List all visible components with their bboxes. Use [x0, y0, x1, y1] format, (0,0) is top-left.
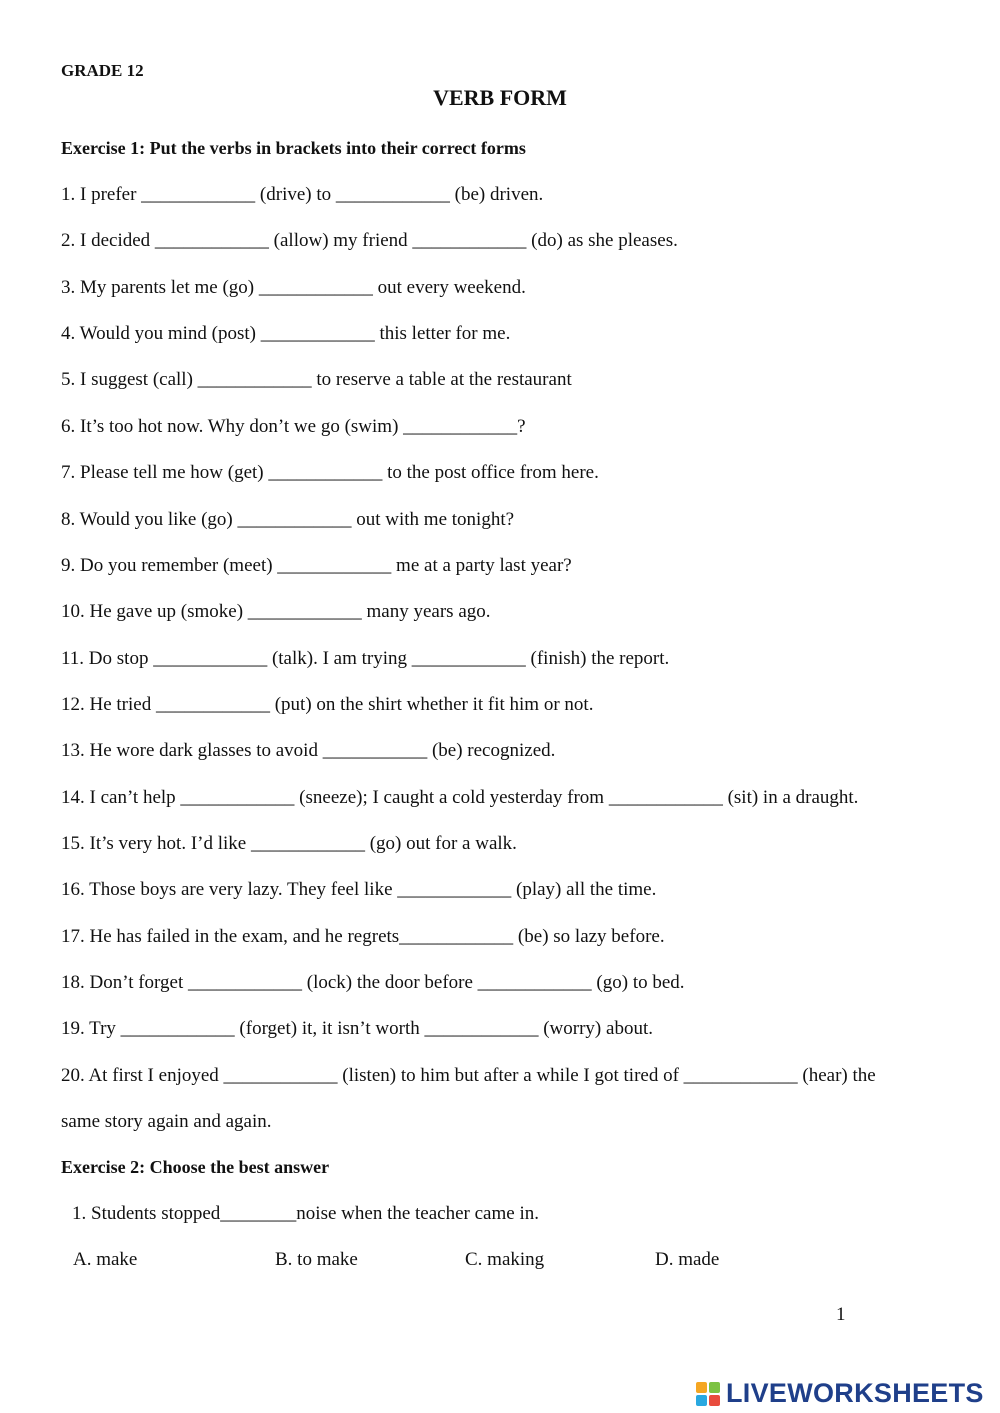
- page-title: VERB FORM: [433, 85, 567, 110]
- logo-square: [709, 1382, 720, 1393]
- exercise-line: 6. It’s too hot now. Why don’t we go (swim) ____________?: [61, 416, 526, 437]
- logo-square: [696, 1382, 707, 1393]
- exercise-line: 11. Do stop ____________ (talk). I am trying ____________ (finish) the report.: [61, 648, 670, 669]
- logo-square: [709, 1395, 720, 1406]
- exercise-line: 17. He has failed in the exam, and he regrets____________ (be) so lazy before.: [61, 926, 665, 947]
- exercise-line: 13. He wore dark glasses to avoid ___________ (be) recognized.: [61, 740, 556, 761]
- exercise-line: 14. I can’t help ____________ (sneeze); I caught a cold yesterday from ____________ (sit) in a draught.: [61, 787, 859, 808]
- exercise-line: 15. It’s very hot. I’d like ____________ (go) out for a walk.: [61, 833, 517, 854]
- exercise-line: 2. I decided ____________ (allow) my friend ____________ (do) as she pleases.: [61, 230, 678, 251]
- option-a[interactable]: A. make: [73, 1249, 138, 1270]
- page-number: 1: [836, 1304, 846, 1325]
- exercise-line: 3. My parents let me (go) ____________ out every weekend.: [61, 277, 526, 298]
- exercise-2-heading: Exercise 2: Choose the best answer: [61, 1157, 330, 1177]
- liveworksheets-logo[interactable]: [696, 1378, 984, 1409]
- exercise-line: 5. I suggest (call) ____________ to reserve a table at the restaurant: [61, 369, 572, 390]
- exercise-line: 19. Try ____________ (forget) it, it isn’t worth ____________ (worry) about.: [61, 1018, 653, 1039]
- option-d[interactable]: D. made: [655, 1249, 720, 1270]
- logo-square: [696, 1395, 707, 1406]
- exercise-line: 10. He gave up (smoke) ____________ many years ago.: [61, 601, 491, 622]
- logo-squares-icon: [696, 1382, 720, 1406]
- exercise-2-question-1: 1. Students stopped________noise when the teacher came in.: [72, 1203, 539, 1224]
- exercise-line: 8. Would you like (go) ____________ out with me tonight?: [61, 509, 515, 530]
- exercise-line: 4. Would you mind (post) ____________ this letter for me.: [61, 323, 511, 344]
- exercise-line: 16. Those boys are very lazy. They feel like ____________ (play) all the time.: [61, 879, 657, 900]
- logo-text: LIVEWORKSHEETS: [726, 1378, 984, 1408]
- exercise-line: 7. Please tell me how (get) ____________ to the post office from here.: [61, 462, 599, 483]
- option-c[interactable]: C. making: [465, 1249, 545, 1270]
- exercise-line: 9. Do you remember (meet) ____________ me at a party last year?: [61, 555, 572, 576]
- exercise-line: same story again and again.: [61, 1111, 272, 1132]
- grade-label: GRADE 12: [61, 61, 144, 80]
- exercise-line: 1. I prefer ____________ (drive) to ____________ (be) driven.: [61, 184, 544, 205]
- exercise-line: 12. He tried ____________ (put) on the shirt whether it fit him or not.: [61, 694, 594, 715]
- exercise-line: 18. Don’t forget ____________ (lock) the door before ____________ (go) to bed.: [61, 972, 685, 993]
- exercise-1-heading: Exercise 1: Put the verbs in brackets into their correct forms: [61, 138, 526, 158]
- option-b[interactable]: B. to make: [275, 1249, 358, 1270]
- exercise-line: 20. At first I enjoyed ____________ (listen) to him but after a while I got tired of ____________ (hear) the: [61, 1065, 876, 1086]
